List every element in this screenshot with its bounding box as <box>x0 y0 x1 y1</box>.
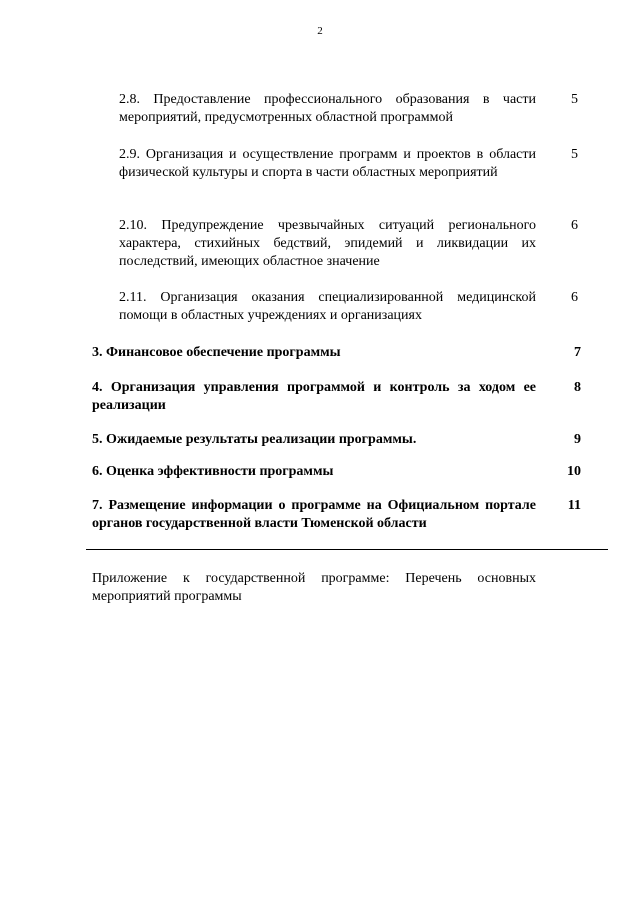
toc-page-7: 11 <box>567 498 581 513</box>
toc-entry-6: 6. Оценка эффективности программы <box>92 464 334 479</box>
toc-entry-2-8: 2.8. Предоставление профессионального образования в части мероприятий, предусмотренных областной программой <box>119 92 536 125</box>
toc-entry-5: 5. Ожидаемые результаты реализации программы. <box>92 432 417 447</box>
toc-entry-3: 3. Финансовое обеспечение программы <box>92 345 341 360</box>
toc-entry-7: 7. Размещение информации о программе на Официальном портале органов государственной власти Тюменской области <box>92 498 536 531</box>
toc-page-6: 10 <box>567 464 581 479</box>
toc-page-4: 8 <box>574 380 581 395</box>
page-number: 2 <box>317 25 323 37</box>
toc-page-2-11: 6 <box>571 290 578 305</box>
toc-page-2-10: 6 <box>571 218 578 233</box>
toc-entry-2-11: 2.11. Организация оказания специализированной медицинской помощи в областных учреждениях и организациях <box>119 290 536 323</box>
horizontal-divider <box>86 549 608 550</box>
toc-entry-4: 4. Организация управления программой и контроль за ходом ее реализации <box>92 380 536 413</box>
toc-page-2-8: 5 <box>571 92 578 107</box>
toc-page-5: 9 <box>574 432 581 447</box>
toc-entry-2-10: 2.10. Предупреждение чрезвычайных ситуаций регионального характера, стихийных бедствий, эпидемий и ликвидации их последствий, имеющих областное значение <box>119 218 536 269</box>
toc-page-2-9: 5 <box>571 147 578 162</box>
toc-entry-2-9: 2.9. Организация и осуществление программ и проектов в области физической культуры и спорта в части областных мероприятий <box>119 147 536 180</box>
toc-page-3: 7 <box>574 345 581 360</box>
appendix-note: Приложение к государственной программе: Перечень основных мероприятий программы <box>92 571 536 604</box>
